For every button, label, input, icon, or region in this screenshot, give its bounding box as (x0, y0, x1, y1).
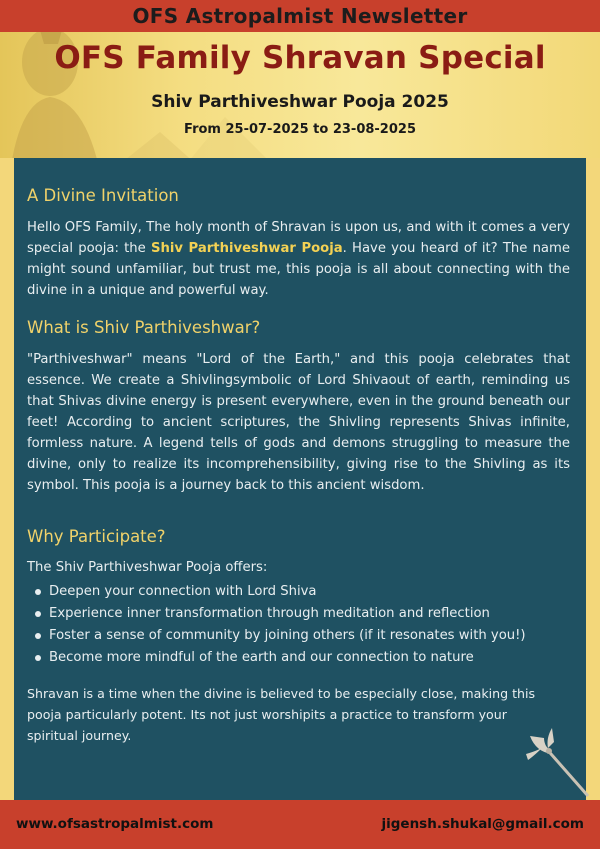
email-link[interactable]: jigensh.shukal@gmail.com (381, 816, 584, 832)
hero-headline: OFS Family Shravan Special (54, 40, 546, 76)
benefits-list (27, 581, 577, 669)
benefit-text: Experience inner transformation through meditation and reflection (49, 606, 490, 621)
newsletter-title: OFS Astropalmist Newsletter (132, 4, 468, 28)
bullet-icon (35, 611, 41, 617)
invitation-heading: A Divine Invitation (27, 186, 179, 205)
list-item (27, 647, 577, 669)
bullet-icon (35, 589, 41, 595)
trishul-icon (522, 726, 592, 800)
right-border (586, 158, 600, 800)
benefit-text: Become more mindful of the earth and our connection to nature (49, 650, 474, 665)
website-link[interactable]: www.ofsastropalmist.com (16, 816, 214, 832)
list-item (27, 625, 577, 647)
benefit-text: Deepen your connection with Lord Shiva (49, 584, 317, 599)
pooja-dates: From 25-07-2025 to 23-08-2025 (184, 122, 416, 137)
what-paragraph: "Parthiveshwar" means "Lord of the Earth," and this pooja celebrates that essence. We create a Shivlingsymbolic of Lord Shivaout of earth, reminding us that Shivas divine energy is present everywhere, even in the ground beneath our feet! According to ancient scriptures, the Shivling represents Shivas infinite, formless nature. A legend tells of gods and demons struggling to measure the divine, only to realize its incomprehensibility, giving rise to the Shivling as its symbol. This pooja is a journey back to this ancient wisdom. (27, 352, 570, 493)
bullet-icon (35, 655, 41, 661)
why-heading: Why Participate? (27, 527, 166, 546)
list-item (27, 603, 577, 625)
what-heading: What is Shiv Parthiveshwar? (27, 318, 261, 337)
footer-banner (0, 800, 600, 849)
why-intro: The Shiv Parthiveshwar Pooja offers: (27, 560, 268, 575)
bullet-icon (35, 633, 41, 639)
list-item (27, 581, 577, 603)
hero-subheadline: Shiv Parthiveshwar Pooja 2025 (151, 92, 449, 112)
benefit-text: Foster a sense of community by joining others (if it resonates with you!) (49, 628, 526, 643)
closing-paragraph: Shravan is a time when the divine is believed to be especially close, making this pooja particularly potent. Its not just worshipits a practice to transform your spiritual journey. (27, 686, 536, 743)
newsletter-banner (0, 0, 600, 32)
pooja-name-highlight: Shiv Parthiveshwar Pooja (150, 241, 343, 256)
invitation-text-after: . Have you heard of it? The name might sound unfamiliar, but trust me, this pooja is all about connecting with the divine in a unique and powerful way. (27, 241, 570, 298)
invitation-paragraph (27, 217, 570, 301)
invitation-text-before: Hello OFS Family, The holy month of Shravan is upon us, and with it comes a very special pooja: the (27, 220, 570, 256)
hero-header (0, 32, 600, 158)
article-body (14, 158, 586, 800)
left-border (0, 158, 14, 800)
